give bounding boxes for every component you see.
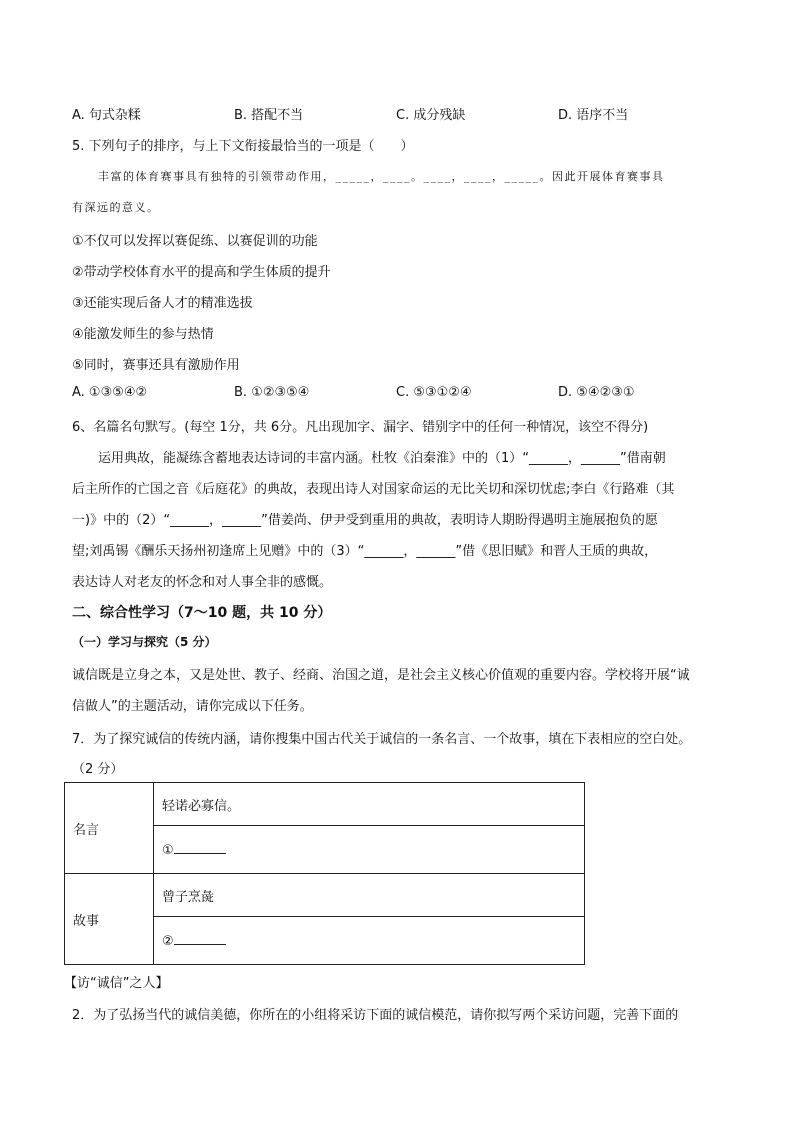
q5-stem: 5. 下列句子的排序，与上下文衔接最恰当的一项是（ ） [72, 139, 414, 154]
q5-item-2: ②带动学校体育水平的提高和学生体质的提升 [72, 265, 331, 280]
blank-marker-2: ② [162, 934, 174, 949]
q5-option-a: A. ①③⑤④② [72, 385, 148, 400]
q5-option-d: D. ⑤④②③① [558, 385, 635, 400]
q6-line-3: 一)》中的（2）“______，______”借姜尚、伊尹受到重用的典故，表明诗人期盼得遇明主施展抱负的愿 [72, 513, 658, 528]
table-label-quote: 名言 [65, 783, 154, 874]
answer-blank-1[interactable] [174, 841, 226, 854]
table-given-quote: 轻诺必寡信。 [154, 783, 585, 826]
q6-line-4: 望;刘禹锡《酬乐天扬州初逢席上见赠》中的（3）“______，______”借《思旧赋》和晋人王质的典故， [72, 544, 658, 559]
blank-marker-1: ① [162, 843, 174, 858]
answer-blank-2[interactable] [174, 932, 226, 945]
q7-stem: 7．为了探究诚信的传统内涵，请你搜集中国古代关于诚信的一条名言、一个故事，填在下表相应的空白处。 [72, 732, 692, 747]
q-interview-stem: 2．为了弘扬当代的诚信美德，你所在的小组将采访下面的诚信模范，请你拟写两个采访问题，完善下面的 [72, 1008, 679, 1023]
section2-title: 二、综合性学习（7～10 题，共 10 分） [72, 605, 332, 621]
section2-intro-line1: 诚信既是立身之本，又是处世、教子、经商、治国之道，是社会主义核心价值观的重要内容。学校将开展“诚 [72, 668, 690, 683]
answer-table [64, 782, 585, 965]
q6-line-1: 运用典故，能凝练含蓄地表达诗词的丰富内涵。杜牧《泊秦淮》中的（1）“______，______”借南朝 [98, 451, 666, 466]
q5-item-3: ③还能实现后备人才的精准选拔 [72, 296, 253, 311]
q4-option-c: C. 成分残缺 [396, 108, 466, 123]
q5-option-b: B. ①②③⑤④ [234, 385, 310, 400]
q5-option-c: C. ⑤③①②④ [396, 385, 472, 400]
q5-passage-line2: 有深远的意义。 [72, 201, 160, 214]
table-blank-cell-2[interactable] [154, 917, 585, 965]
q4-option-d: D. 语序不当 [558, 108, 629, 123]
table-given-story: 曾子烹彘 [154, 874, 585, 917]
q6-stem: 6、名篇名句默写。(每空 1分，共 6分。凡出现加字、漏字、错别字中的任何一种情况，该空不得分) [72, 420, 649, 435]
q5-item-1: ①不仅可以发挥以赛促练、以赛促训的功能 [72, 234, 318, 249]
q5-item-4: ④能激发师生的参与热情 [72, 327, 214, 342]
table-label-story: 故事 [65, 874, 154, 965]
section2-subheading: （一）学习与探究（5 分） [72, 635, 217, 649]
q5-passage-line1: 丰富的体育赛事具有独特的引领带动作用，_____，____。____，____，_____。因此开展体育赛事具 [98, 170, 665, 183]
visit-heading: 【访“诚信”之人】 [64, 976, 169, 991]
q7-points: （2 分） [72, 762, 124, 777]
table-blank-cell-1[interactable] [154, 826, 585, 874]
q6-line-5: 表达诗人对老友的怀念和对人事全非的感慨。 [72, 575, 333, 590]
q4-option-b: B. 搭配不当 [234, 108, 304, 123]
q5-item-5: ⑤同时，赛事还具有激励作用 [72, 358, 240, 373]
q4-option-a: A. 句式杂糅 [72, 108, 141, 123]
q6-line-2: 后主所作的亡国之音《后庭花》的典故，表现出诗人对国家命运的无比关切和深切忧虑;李白《行路难（其 [72, 482, 675, 497]
section2-intro-line2: 信做人”的主题活动，请你完成以下任务。 [72, 699, 313, 714]
